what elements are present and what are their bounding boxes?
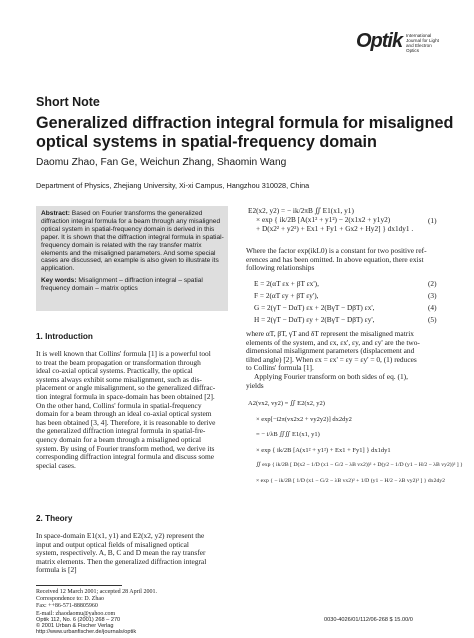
text-line: ideal co-axial optical systems. Practically, the optical	[36, 366, 193, 376]
section-heading-theory: 2. Theory	[36, 514, 73, 523]
keywords-label: Key words:	[41, 277, 77, 285]
equation-line: × exp { ik/2B [A(x1² + y1²) + Ex1 + Fy1] } dx1dy1	[256, 446, 391, 454]
abstract-label: Abstract:	[41, 210, 70, 217]
journal-copyright: © 2001 Urban & Fischer Verlag	[36, 623, 114, 630]
equation-line: E2(x2, y2) = − ik/2πB ∬ E1(x1, y1)	[248, 206, 354, 215]
text-line: It is well known that Collins' formula [1] is a powerful tool	[36, 349, 211, 358]
journal-issue: Optik 112, No. 6 (2001) 268 – 270	[36, 617, 121, 623]
relation-numbers	[428, 278, 437, 326]
journal-info	[36, 617, 136, 636]
logo-sub-line: International	[406, 33, 432, 38]
text-line: systems always exhibit some misalignment, such as dis-	[36, 374, 202, 384]
text-line: tion integral formula in space-domain has been obtained [2].	[36, 391, 215, 401]
equation-line: = − i/λB ∬∬ E1(x1, y1)	[256, 431, 320, 438]
footnote-email: E-mail: zhaodaomu@yahoo.com	[36, 610, 116, 617]
text-line: tilted angle) [2]. When εx = εx' = εy = εy' = 0, (1) reduces	[246, 354, 417, 364]
article-kind: Short Note	[36, 95, 100, 109]
text-line: corresponding diffraction integral formula and discuss some	[36, 452, 215, 462]
section-heading-introduction: 1. Introduction	[36, 332, 93, 341]
abstract	[41, 210, 224, 293]
equation-number: (1)	[428, 216, 437, 225]
text-line: system. By using of Fourier transform method, we derive its	[36, 443, 215, 453]
text-block-b	[246, 330, 442, 390]
equation-line: × exp { − ik/2B [ 1/D (x1 − G/2 − λB vx2)² + 1/D (y1 − H/2 − λB vy2)² ] } dx2dy2	[256, 477, 445, 484]
equation-number: (2)	[428, 279, 437, 288]
abstract-body	[41, 210, 224, 273]
logo-sub-line: Journal for Light	[406, 38, 439, 43]
text-line: Applying Fourier transform on both sides of eq. (1),	[254, 371, 408, 381]
logo-subtitle	[406, 33, 446, 53]
abstract-text: Based on Fourier transforms the generalized diffraction integral formula for a beam through any misaligned optical system in spatial-frequency domain is derived in this paper. It is shown that the diffraction integral formula in spatial-frequency domain is related with the ray transfer matrix elements and the misaligned parameters. And some special cases are discussed, an example is also given to illustrate its application.	[41, 210, 224, 273]
text-line: following relationships	[246, 263, 315, 273]
equation-line: ∬ exp { ik/2B [ D(x2 − 1/D (x1 − G/2 − λB vx2))² + D(y2 − 1/D (y1 − H/2 − λB vy2))² ] }	[256, 462, 463, 468]
logo-sub-line: and Electron Optics	[406, 43, 432, 53]
keywords	[41, 277, 224, 293]
text-line: the generalized diffraction integral formula in spatial-fre-	[36, 426, 206, 436]
text-line: formula is [2]	[36, 565, 77, 575]
footnote-correspondence: Correspondence to: D. Zhao	[36, 596, 104, 603]
equation-number: (5)	[428, 315, 437, 324]
article-authors: Daomu Zhao, Fan Ge, Weichun Zhang, Shaomin Wang	[36, 157, 287, 168]
journal-logo	[356, 30, 440, 52]
text-line: to treat the beam propagation or transformation through	[36, 357, 201, 367]
logo-wordmark: Optik	[356, 30, 403, 52]
text-line: where αT, βT, γT and δT represent the misaligned matrix	[246, 329, 414, 338]
text-line: special cases.	[36, 460, 76, 470]
text-line: has been obtained [3, 4]. Therefore, it is reasonable to derive	[36, 417, 216, 427]
text-line: On the other hand, Collins' formula in spatial-frequency	[36, 400, 202, 410]
text-line: input and output optical fields of misaligned optical	[36, 539, 189, 549]
equation-number: (4)	[428, 303, 437, 312]
footnote-rule	[36, 585, 122, 586]
text-line: Where the factor exp(ikL0) is a constant for two positive ref-	[246, 246, 427, 255]
equation-line: A2(vx2, vy2) = ∬ E2(x2, y2)	[248, 400, 325, 407]
text-line: elements of the system, and εx, εx', εy, and εy' are the two-	[246, 337, 420, 347]
theory-paragraph	[36, 532, 232, 575]
footnote	[36, 589, 157, 618]
journal-url[interactable]: http://www.urbanfischer.de/journals/optik	[36, 629, 137, 636]
equation-1	[248, 206, 413, 233]
footnote-received: Received 12 March 2001; accepted 28 April 2001.	[36, 589, 157, 595]
text-line: placement or angle misalignment, so the generalized diffrac-	[36, 383, 216, 393]
equation-6	[248, 396, 463, 489]
text-line: to Collins' formula [1].	[246, 363, 314, 373]
relation-line: G = 2(γT − DαT) εx + 2(BγT − DβT) εx',	[254, 303, 375, 312]
relation-line: F = 2(αT εy + βT εy'),	[254, 291, 319, 300]
equation-number: (3)	[428, 291, 437, 300]
relation-line: E = 2(αT εx + βT εx'),	[254, 279, 319, 288]
relations	[254, 278, 375, 326]
equation-line: × exp[−i2π(vx2x2 + vy2y2)] dx2dy2	[256, 415, 352, 423]
equation-line: + D(x2² + y2²) + Ex1 + Fy1 + Gx2 + Hy2] } dx1dy1 .	[256, 224, 414, 233]
footnote-fax: Fax: ++86-571-88805960	[36, 603, 98, 610]
text-line: In space-domain E1(x1, y1) and E2(x2, y2) represent the	[36, 531, 205, 540]
issn-code: 0030-4026/01/112/06-268 $ 15.00/0	[324, 617, 413, 623]
text-line: dimensional misalignment parameters (displacement and	[246, 346, 415, 356]
relation-line: H = 2(γT − DαT) εy + 2(BγT − DβT) εy',	[254, 315, 375, 324]
keywords-text: Misalignment – diffraction integral – spatial frequency domain – matrix optics	[41, 277, 203, 293]
introduction-paragraph	[36, 350, 232, 470]
text-line: system, respectively. A, B, C and D mean the ray transfer	[36, 548, 206, 558]
article-affiliation: Department of Physics, Zhejiang University, Xi-xi Campus, Hangzhou 310028, China	[36, 181, 310, 190]
text-line: matrix elements. Then the generalized diffraction integral	[36, 556, 207, 566]
text-line: domain for a beam through an ideal co-axial optical system	[36, 409, 212, 419]
text-line: quency domain for a beam through a misaligned optical	[36, 434, 202, 444]
text-block-a	[246, 247, 442, 273]
text-line: yields	[246, 380, 264, 390]
equation-line: × exp { ik/2B [A(x1² + y1²) − 2(x1x2 + y1y2)	[256, 215, 391, 224]
article-title: Generalized diffraction integral formula for misaligned optical systems in spatial-frequency domain	[36, 114, 454, 151]
text-line: erences and has been omitted. In above equation, there exist	[246, 254, 424, 264]
